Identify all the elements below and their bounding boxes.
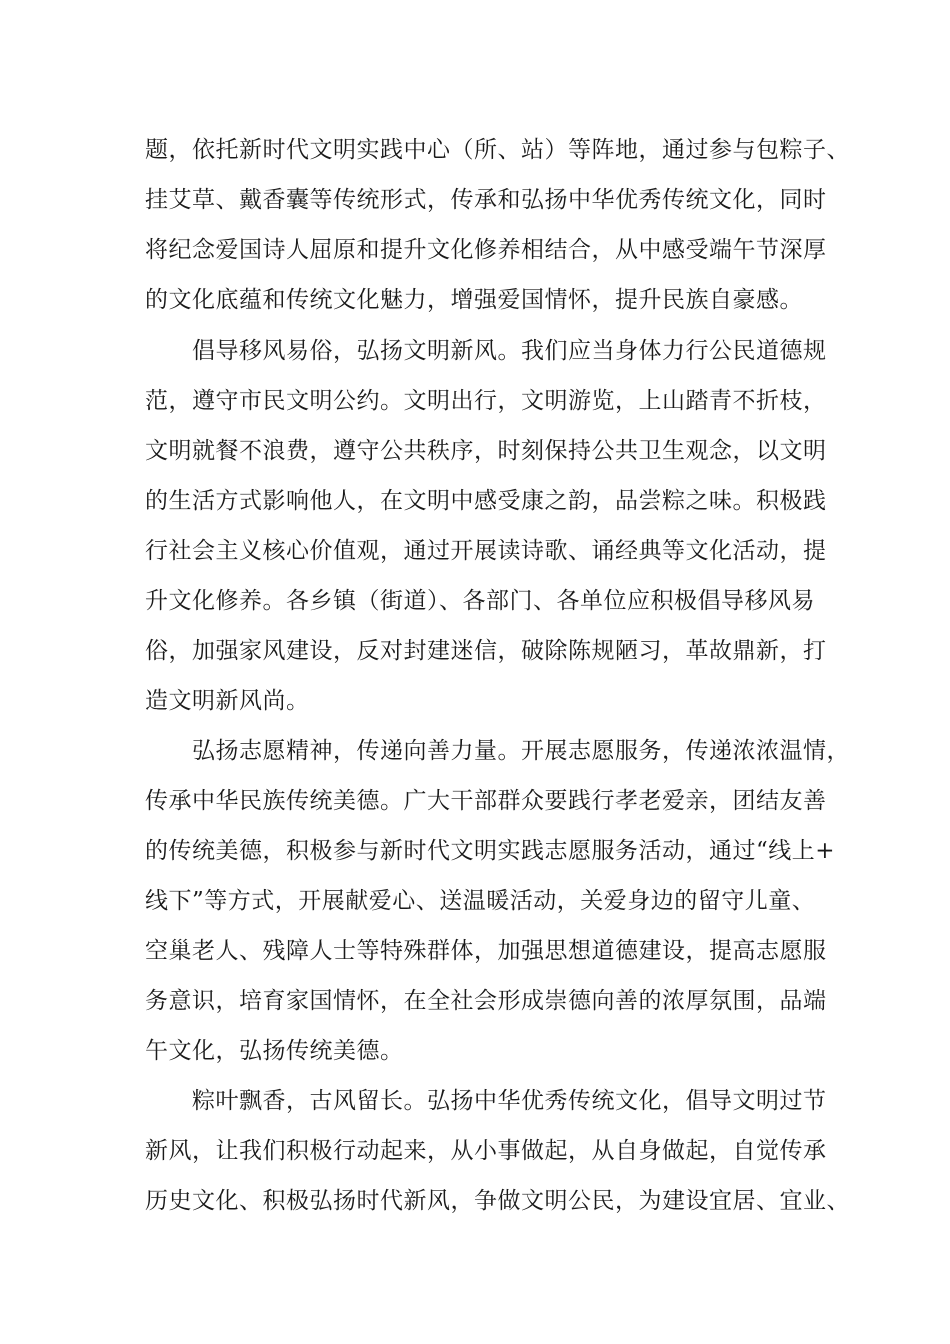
paragraph-line: 历史文化、积极弘扬时代新风，争做文明公民，为建设宜居、宜业、 — [145, 1188, 850, 1214]
paragraph-line: 粽叶飘香，古风留长。弘扬中华优秀传统文化，倡导文明过节 — [192, 1088, 827, 1114]
paragraph-line: 的生活方式影响他人，在文明中感受康之韵，品尝粽之味。积极践 — [145, 488, 827, 514]
paragraph-line: 午文化，弘扬传统美德。 — [145, 1038, 404, 1064]
paragraph-line: 将纪念爱国诗人屈原和提升文化修养相结合，从中感受端午节深厚 — [145, 237, 827, 263]
paragraph-line: 范，遵守市民文明公约。文明出行，文明游览，上山踏青不折枝， — [145, 388, 827, 414]
paragraph-line: 空巢老人、残障人士等特殊群体，加强思想道德建设，提高志愿服 — [145, 938, 827, 964]
paragraph-line: 俗，加强家风建设，反对封建迷信，破除陈规陋习，革故鼎新，打 — [145, 638, 827, 664]
paragraph-line: 新风，让我们积极行动起来，从小事做起，从自身做起，自觉传承 — [145, 1138, 827, 1164]
paragraph-line: 升文化修养。各乡镇（街道）、各部门、各单位应积极倡导移风易 — [145, 588, 815, 614]
paragraph-line: 的文化底蕴和传统文化魅力，增强爱国情怀，提升民族自豪感。 — [145, 287, 803, 313]
paragraph-line: 传承中华民族传统美德。广大干部群众要践行孝老爱亲，团结友善 — [145, 788, 827, 814]
paragraph-line: 文明就餐不浪费，遵守公共秩序，时刻保持公共卫生观念，以文明 — [145, 438, 827, 464]
paragraph-line: 造文明新风尚。 — [145, 688, 310, 714]
paragraph-line: 务意识，培育家国情怀，在全社会形成崇德向善的浓厚氛围，品端 — [145, 988, 827, 1014]
paragraph-line: 题，依托新时代文明实践中心（所、站）等阵地，通过参与包粽子、 — [145, 137, 850, 163]
paragraph-line: 线下”等方式，开展献爱心、送温暖活动，关爱身边的留守儿童、 — [145, 888, 816, 914]
paragraph-line: 的传统美德，积极参与新时代文明实践志愿服务活动，通过“线上+ — [145, 838, 836, 864]
paragraph-line: 挂艾草、戴香囊等传统形式，传承和弘扬中华优秀传统文化，同时 — [145, 187, 827, 213]
paragraph-line: 弘扬志愿精神，传递向善力量。开展志愿服务，传递浓浓温情， — [192, 738, 850, 764]
paragraph-line: 行社会主义核心价值观，通过开展读诗歌、诵经典等文化活动，提 — [145, 538, 827, 564]
paragraph-line: 倡导移风易俗，弘扬文明新风。我们应当身体力行公民道德规 — [192, 338, 827, 364]
